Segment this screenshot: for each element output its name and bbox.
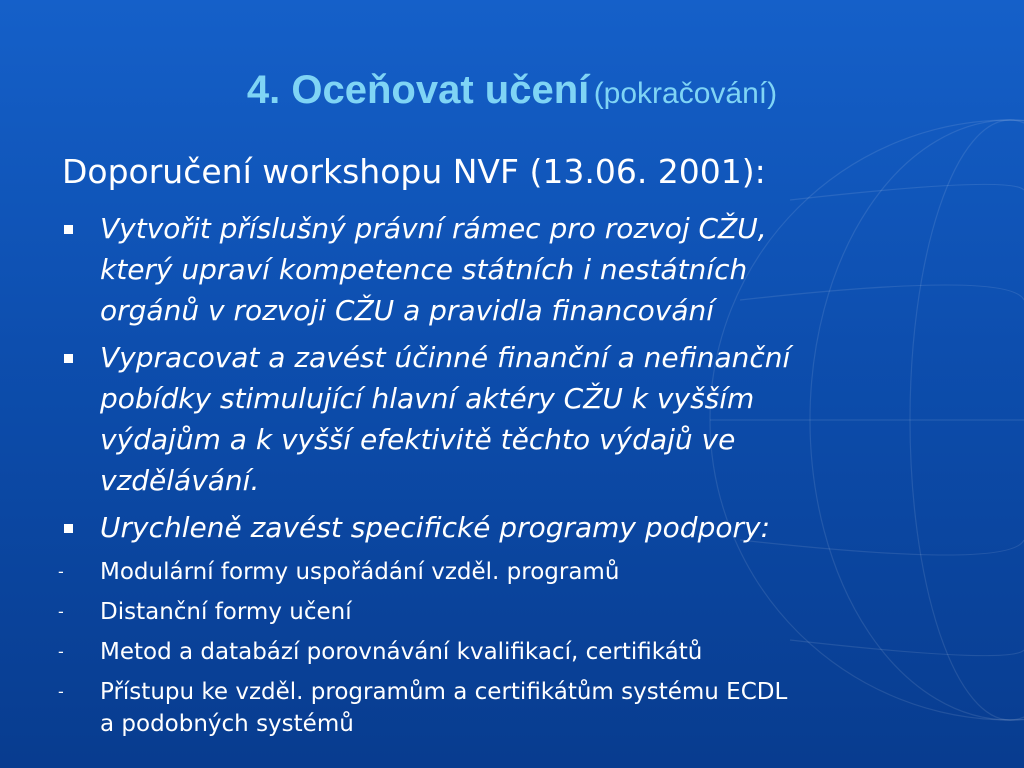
bullet-list [62,208,992,554]
bullet-item [62,208,992,331]
dash-list [58,556,992,748]
bullet-line: výdajům a k vyšší efektivitě těchto výdajů ve [100,423,736,456]
slide-title-main: 4. Oceňovat učení [246,68,590,112]
bullet-line: vzdělávání. [100,464,260,497]
dash-item [58,636,992,668]
dash-line: Metod a databází porovnávání kvalifikací, certifikátů [100,639,703,665]
bullet-line: Urychleně zavést specifické programy podpory: [100,511,771,544]
dash-line: Distanční formy učení [100,599,352,625]
dash-item [58,596,992,628]
square-bullet-icon [64,524,73,533]
dash-line: Přístupu ke vzděl. programům a certifikátům systému ECDL [100,679,788,705]
slide-subheading: Doporučení workshopu NVF (13.06. 2001): [62,152,766,191]
square-bullet-icon [64,225,73,234]
dash-bullet-icon: - [58,682,64,701]
dash-bullet-icon: - [58,602,64,621]
bullet-line: Vytvořit příslušný právní rámec pro rozvoj CŽU, [100,212,767,245]
slide-title [0,68,1024,113]
slide-title-sub: (pokračování) [593,77,778,110]
dash-item [58,556,992,588]
dash-line: Modulární formy uspořádání vzděl. programů [100,559,620,585]
dash-line: a podobných systémů [100,711,354,737]
bullet-line: který upraví kompetence státních i nestátních [100,253,748,286]
bullet-line: Vypracovat a zavést účinné finanční a nefinanční [100,341,791,374]
dash-bullet-icon: - [58,562,64,581]
dash-bullet-icon: - [58,642,64,661]
bullet-line: pobídky stimulující hlavní aktéry CŽU k vyšším [100,382,755,415]
square-bullet-icon [64,354,73,363]
bullet-item [62,337,992,501]
bullet-item [62,507,992,548]
bullet-line: orgánů v rozvoji CŽU a pravidla financování [100,294,715,327]
dash-item [58,676,992,740]
